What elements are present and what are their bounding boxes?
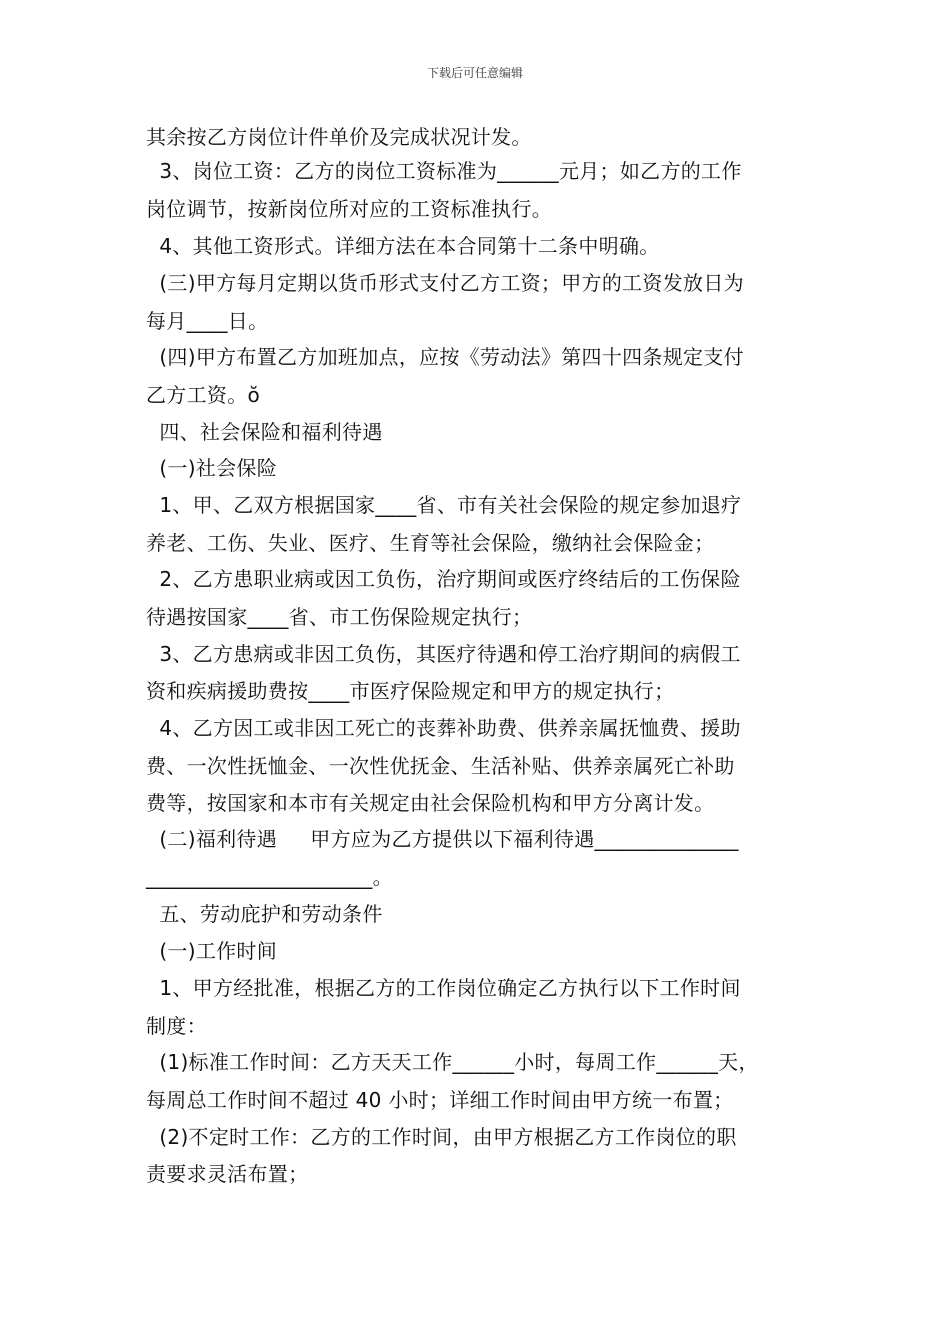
text-line: 资和疾病援助费按____市医疗保险规定和甲方的规定执行； [146,679,675,703]
text-line: 3、岗位工资：乙方的岗位工资标准为______元月；如乙方的工作 [146,159,742,183]
text-line: (四)甲方布置乙方加班加点，应按《劳动法》第四十四条规定支付 [146,345,744,369]
text-line: (2)不定时工作：乙方的工作时间，由甲方根据乙方工作岗位的职 [146,1125,737,1149]
text-line: 每周总工作时间不超过 40 小时；详细工作时间由甲方统一布置； [146,1088,734,1112]
page-header: 下载后可任意编辑 [426,66,523,80]
text-line: 1、甲方经批准，根据乙方的工作岗位确定乙方执行以下工作时间 [146,976,741,1000]
text-line: 养老、工伤、失业、医疗、生育等社会保险，缴纳社会保险金； [146,531,715,555]
text-line: 2、乙方患职业病或因工负伤，治疗期间或医疗终结后的工伤保险 [146,567,741,591]
text-line: 每月____日。 [146,309,269,333]
subsection-heading: (一)工作时间 [146,939,278,963]
text-line: (二)福利待遇 甲方应为乙方提供以下福利待遇______________ [146,827,739,851]
text-line: 制度： [146,1014,207,1038]
subsection-heading: (一)社会保险 [146,456,278,480]
text-line: 1、甲、乙双方根据国家____省、市有关社会保险的规定参加退疗 [146,493,742,517]
text-line: 3、乙方患病或非因工负伤，其医疗待遇和停工治疗期间的病假工 [146,642,741,666]
section-heading: 四、社会保险和福利待遇 [146,420,383,444]
text-line: 费、一次性抚恤金、一次性优抚金、生活补贴、供养亲属死亡补助 [146,754,735,778]
text-line: 4、其他工资形式。详细方法在本合同第十二条中明确。 [146,234,660,258]
text-line: 其余按乙方岗位计件单价及完成状况计发。 [146,125,532,149]
text-line: 乙方工资。ŏ [146,383,261,407]
text-line: 4、乙方因工或非因工死亡的丧葬补助费、供养亲属抚恤费、援助 [146,716,741,740]
text-line: ______________________。 [146,865,393,889]
text-line: 待遇按国家____省、市工伤保险规定执行； [146,605,533,629]
text-line: 费等，按国家和本市有关规定由社会保险机构和甲方分离计发。 [146,791,715,815]
text-line: 责要求灵活布置； [146,1162,309,1186]
text-line: 岗位调节，按新岗位所对应的工资标准执行。 [146,197,552,221]
text-line: (三)甲方每月定期以货币形式支付乙方工资；甲方的工资发放日为 [146,271,744,295]
text-line: (1)标准工作时间：乙方天天工作______小时，每周工作______天， [146,1050,759,1074]
section-heading: 五、劳动庇护和劳动条件 [146,902,383,926]
